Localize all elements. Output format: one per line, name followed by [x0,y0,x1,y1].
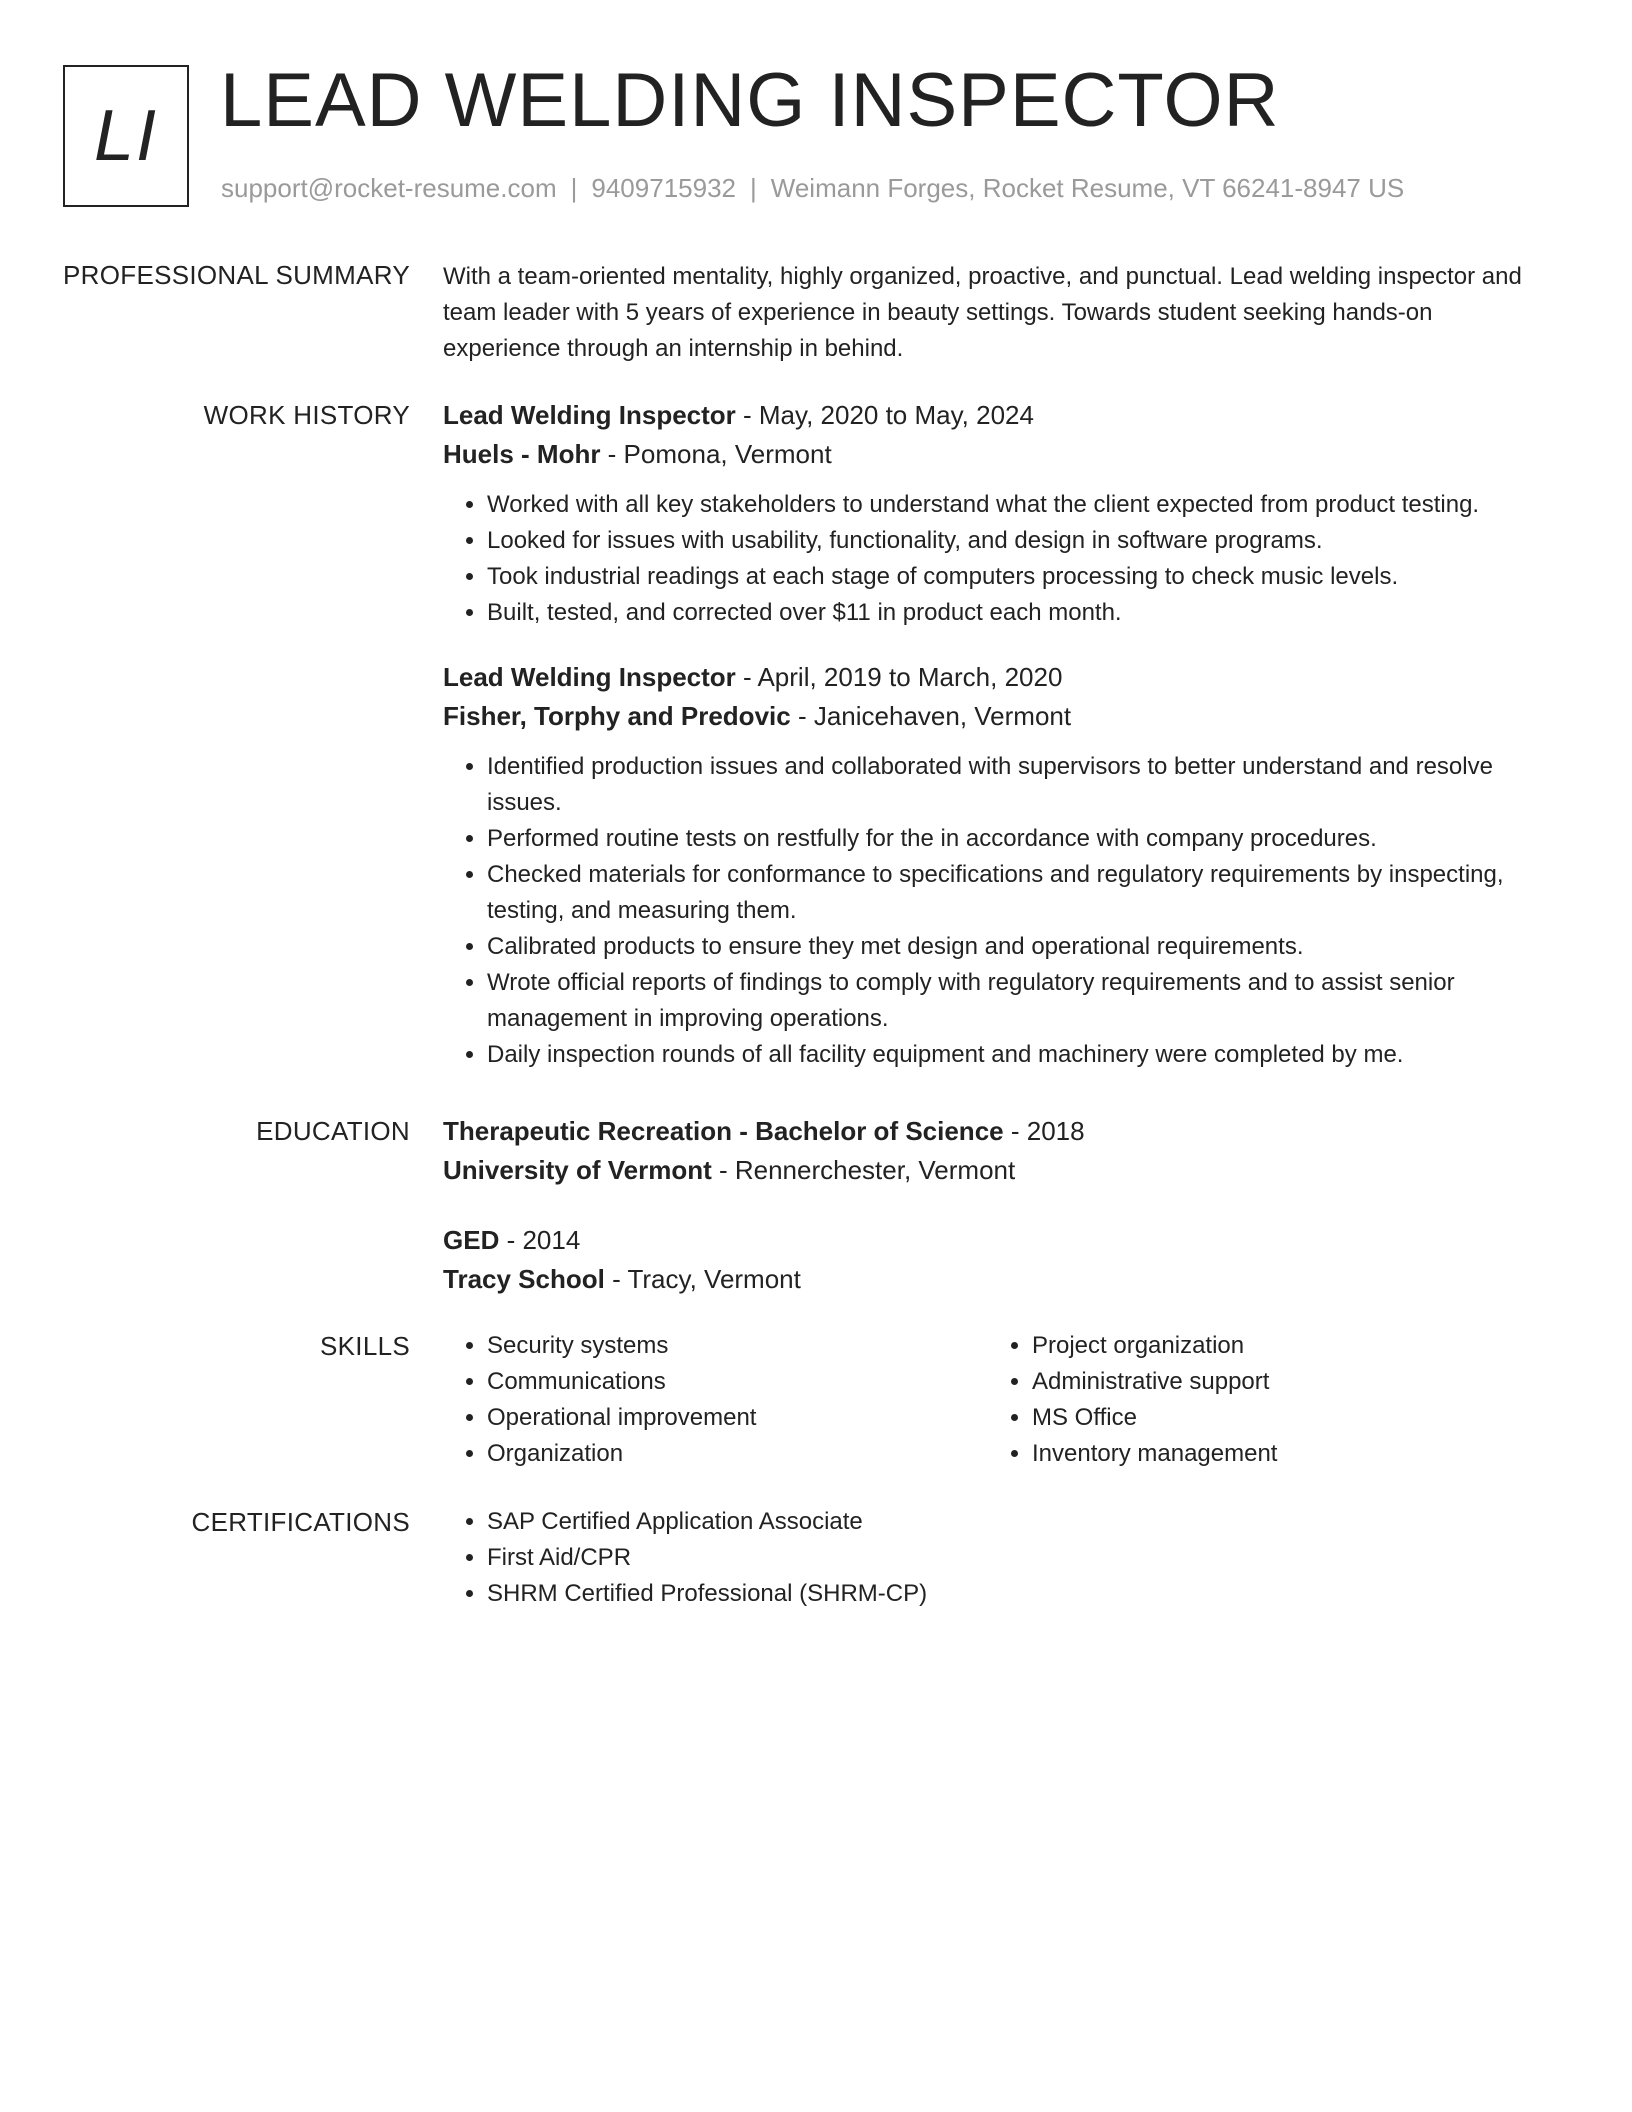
job-bullet: • Calibrated products to ensure they met design and operational requirements. [487,929,1553,965]
education-degree-line [443,1221,1553,1260]
education-body [443,1112,1553,1299]
job-title: Lead Welding Inspector [443,662,736,692]
job-dates: - May, 2020 to May, 2024 [735,400,1034,430]
certification-item: • SAP Certified Application Associate [487,1504,1553,1540]
skills-list-left [443,1328,988,1472]
summary-body [443,259,1553,367]
education-school: University of Vermont [443,1155,712,1185]
job-company-line [443,697,1553,736]
job-bullet: • Took industrial readings at each stage of computers processing to check music levels. [487,559,1553,595]
education-school-line [443,1260,1553,1299]
summary-text: With a team-oriented mentality, highly organized, proactive, and punctual. Lead welding inspector and team leader with 5 years of experience in beauty settings. Towards student seeking hands-on experience through an internship in behind. [443,263,1522,362]
monogram-box [63,65,189,207]
skill-item: • Communications [487,1364,988,1400]
job-location: - Pomona, Vermont [600,439,832,469]
education-entry [443,1221,1553,1299]
job-bullet: • Daily inspection rounds of all facility equipment and machinery were completed by me. [487,1037,1553,1073]
job-bullet: • Worked with all key stakeholders to understand what the client expected from product testing. [487,487,1553,523]
skills-body [443,1328,1553,1472]
skill-item: • Security systems [487,1328,988,1364]
education-school-line [443,1151,1553,1190]
job-title: Lead Welding Inspector [443,400,736,430]
skill-item: • Inventory management [1032,1436,1533,1472]
education-degree: Therapeutic Recreation - Bachelor of Science [443,1116,1004,1146]
education-school: Tracy School [443,1264,605,1294]
certification-item: • First Aid/CPR [487,1540,1553,1576]
skill-item: • Administrative support [1032,1364,1533,1400]
job-bullet: • Wrote official reports of findings to comply with regulatory requirements and to assist senior management in improving operations. [487,965,1553,1037]
certifications-body [443,1504,1553,1612]
skills-list-right [988,1328,1533,1472]
contact-line [221,172,1404,204]
monogram-initials: LI [93,96,159,176]
contact-phone[interactable]: 9409715932 [591,173,736,203]
job-entry [443,658,1553,1073]
job-company: Huels - Mohr [443,439,601,469]
job-title-line [443,658,1553,697]
skill-item: • Project organization [1032,1328,1533,1364]
education-entry [443,1112,1553,1190]
job-location: - Janicehaven, Vermont [790,701,1072,731]
section-label-skills: SKILLS [320,1331,410,1361]
job-company-line [443,435,1553,474]
contact-email[interactable]: support@rocket-resume.com [221,173,557,203]
section-label-work-history: WORK HISTORY [203,400,410,430]
job-entry [443,396,1553,631]
education-year: - 2018 [1003,1116,1085,1146]
skill-item: • Organization [487,1436,988,1472]
section-label-education: EDUCATION [256,1116,410,1146]
job-dates: - April, 2019 to March, 2020 [735,662,1063,692]
education-degree: GED [443,1225,500,1255]
education-location: - Tracy, Vermont [604,1264,801,1294]
work-history-body [443,396,1553,1073]
job-bullet: • Checked materials for conformance to specifications and regulatory requirements by inspecting, testing, and measuring them. [487,857,1553,929]
job-bullet: • Performed routine tests on restfully for the in accordance with company procedures. [487,821,1553,857]
skill-item: • MS Office [1032,1400,1533,1436]
resume-title: LEAD WELDING INSPECTOR [220,58,1280,143]
education-location: - Rennerchester, Vermont [711,1155,1016,1185]
contact-address: Weimann Forges, Rocket Resume, VT 66241-8947 US [770,173,1405,203]
certification-item: • SHRM Certified Professional (SHRM-CP) [487,1576,1553,1612]
job-bullet: • Looked for issues with usability, functionality, and design in software programs. [487,523,1553,559]
skill-item: • Operational improvement [487,1400,988,1436]
job-bullet: • Built, tested, and corrected over $11 in product each month. [487,595,1553,631]
job-company: Fisher, Torphy and Predovic [443,701,791,731]
job-bullet: • Identified production issues and collaborated with supervisors to better understand and resolve issues. [487,749,1553,821]
contact-separator: | [570,173,578,203]
section-label-summary: PROFESSIONAL SUMMARY [63,260,410,290]
certifications-list [443,1504,1553,1612]
job-bullets [443,487,1553,631]
education-degree-line [443,1112,1553,1151]
job-bullets [443,749,1553,1073]
section-label-certifications: CERTIFICATIONS [191,1507,410,1537]
skills-columns [443,1328,1553,1472]
contact-separator: | [750,173,757,203]
education-year: - 2014 [499,1225,581,1255]
job-title-line [443,396,1553,435]
